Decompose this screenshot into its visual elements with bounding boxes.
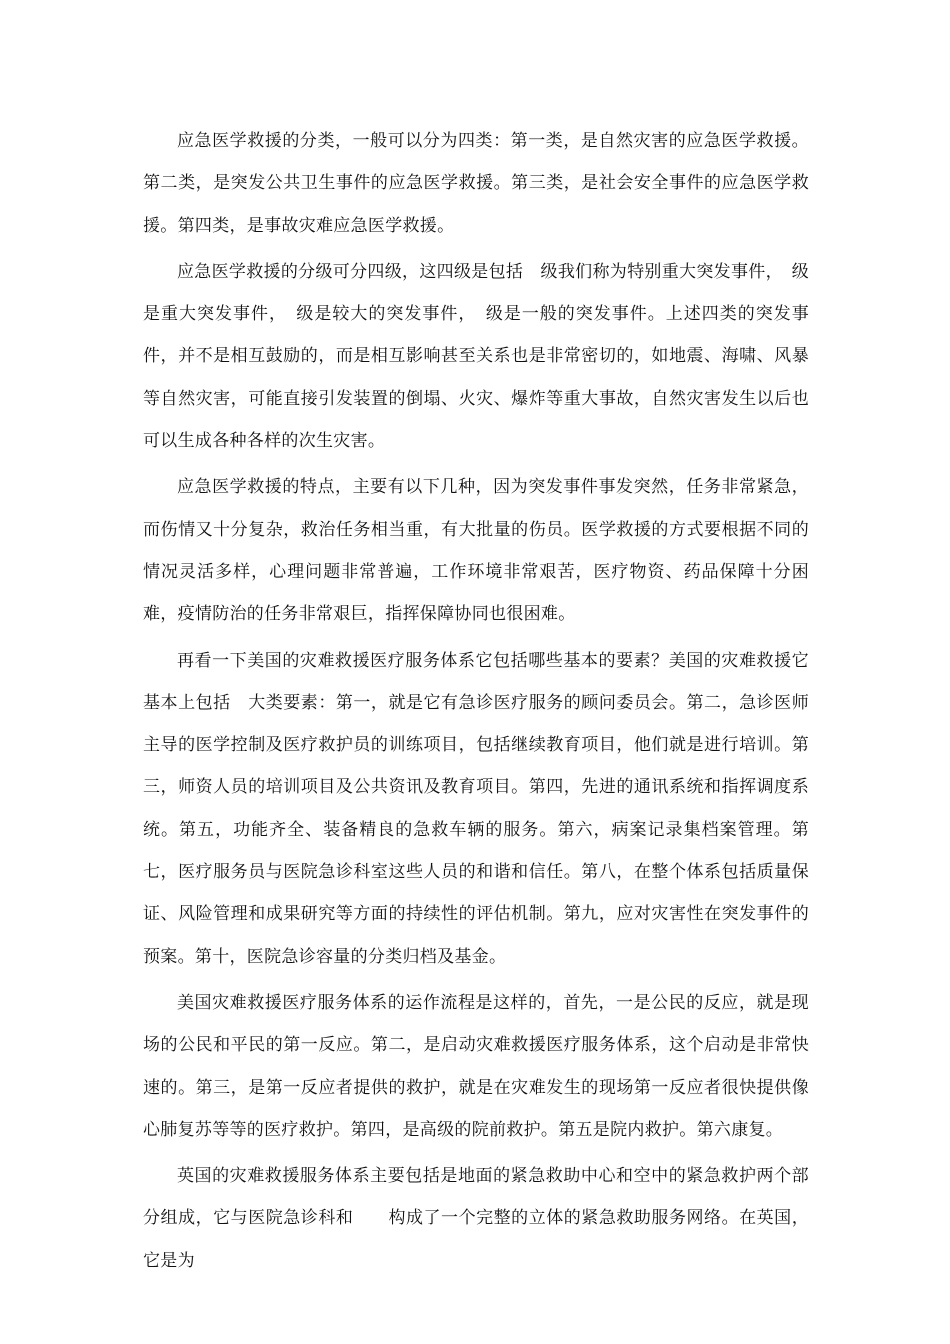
- paragraph-us-system-elements: 再看一下美国的灾难救援医疗服务体系它包括哪些基本的要素？美国的灾难救援它基本上包括 大类要素：第一，就是它有急诊医疗服务的顾问委员会。第二，急诊医师主导的医学控制及医疗救护员的训练项目，包括继续教育项目，他们就是进行培训。第三，师资人员的培训项目及公共资讯及教育项目。第四，先进的通讯系统和指挥调度系统。第五，功能齐全、装备精良的急救车辆的服务。第六，病案记录集档案管理。第七，医疗服务员与医院急诊科室这些人员的和谐和信任。第八，在整个体系包括质量保证、风险管理和成果研究等方面的持续性的评估机制。第九，应对灾害性在突发事件的预案。第十，医院急诊容量的分类归档及基金。: [143, 650, 809, 967]
- paragraph-grading: 应急医学救援的分级可分四级，这四级是包括 级我们称为特别重大突发事件， 级是重大突发事件， 级是较大的突发事件， 级是一般的突发事件。上述四类的突发事件，并不是相互鼓励的，而是相互影响甚至关系也是非常密切的，如地震、海啸、风暴等自然灾害，可能直接引发装置的倒塌、火灾、爆炸等重大事故，自然灾害发生以后也可以生成各种各样的次生灾害。: [143, 261, 809, 452]
- paragraph-characteristics: 应急医学救援的特点，主要有以下几种，因为突发事件事发突然，任务非常紧急，而伤情又十分复杂，救治任务相当重，有大批量的伤员。医学救援的方式要根据不同的情况灵活多样，心理问题非常普遍，工作环境非常艰苦，医疗物资、药品保障十分困难，疫情防治的任务非常艰巨，指挥保障协同也很困难。: [143, 477, 809, 625]
- document-body: [143, 120, 809, 1286]
- paragraph-classification: 应急医学救援的分类，一般可以分为四类：第一类，是自然灾害的应急医学救援。第二类，是突发公共卫生事件的应急医学救援。第三类，是社会安全事件的应急医学救援。第四类，是事故灾难应急医学救援。: [143, 131, 809, 236]
- paragraph-us-system-workflow: 美国灾难救援医疗服务体系的运作流程是这样的，首先，一是公民的反应，就是现场的公民和平民的第一反应。第二，是启动灾难救援医疗服务体系，这个启动是非常快速的。第三，是第一反应者提供的救护，就是在灾难发生的现场第一反应者很快提供像心肺复苏等等的医疗救护。第四，是高级的院前救护。第五是院内救护。第六康复。: [143, 992, 809, 1140]
- paragraph-uk-system: 英国的灾难救援服务体系主要包括是地面的紧急救助中心和空中的紧急救护两个部分组成，它与医院急诊科和 构成了一个完整的立体的紧急救助服务网络。在英国，它是为: [143, 1166, 809, 1271]
